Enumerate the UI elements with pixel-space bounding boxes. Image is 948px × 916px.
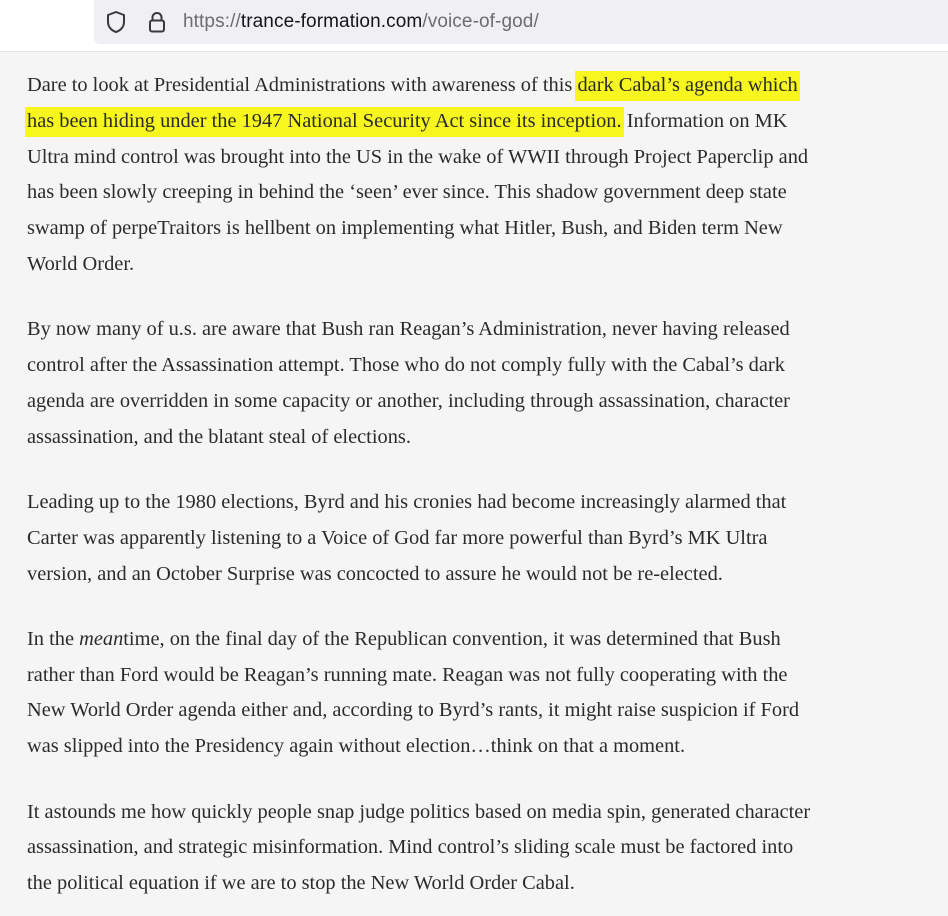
browser-toolbar bbox=[0, 0, 948, 52]
highlighted-text: dark Cabal’s agenda which bbox=[577, 71, 797, 101]
text-line: control after the Assassination attempt. Those who do not comply fully with the Cabal’s dark bbox=[27, 354, 785, 377]
text-line: rather than Ford would be Reagan’s running mate. Reagan was not fully cooperating with the bbox=[27, 663, 788, 686]
text-line: Carter was apparently listening to a Voice of God far more powerful than Byrd’s MK Ultra bbox=[27, 526, 768, 549]
text-line: World Order. bbox=[27, 252, 135, 275]
text-line: In the bbox=[27, 627, 80, 650]
url-path: /voice-of-god/ bbox=[422, 11, 539, 32]
highlighted-text: has been hiding under the 1947 National Security Act since its inception. bbox=[27, 107, 622, 137]
paragraph-3 bbox=[27, 485, 942, 592]
paragraph-5 bbox=[27, 795, 942, 902]
text-line: Leading up to the 1980 elections, Byrd and his cronies had become increasingly alarmed that bbox=[27, 490, 787, 513]
text-line: was slipped into the Presidency again without election…think on that a moment. bbox=[27, 735, 686, 758]
text-line: version, and an October Surprise was concocted to assure he would not be re-elected. bbox=[27, 562, 723, 585]
text-line: time, on the final day of the Republican convention, it was determined that Bush bbox=[123, 627, 781, 650]
article-body bbox=[27, 68, 942, 916]
lock-icon[interactable] bbox=[145, 10, 169, 34]
url-host: trance-formation.com bbox=[240, 11, 423, 32]
url-text[interactable] bbox=[183, 11, 539, 33]
paragraph-4 bbox=[27, 622, 942, 765]
text-line: has been slowly creeping in behind the ‘seen’ ever since. This shadow government deep state bbox=[27, 181, 787, 204]
text-line: swamp of perpeTraitors is hellbent on implementing what Hitler, Bush, and Biden term New bbox=[27, 217, 783, 240]
text-line: the political equation if we are to stop the New World Order Cabal. bbox=[27, 872, 575, 895]
text-line: assassination, and strategic misinformation. Mind control’s sliding scale must be factored into bbox=[27, 836, 794, 859]
paragraph-1 bbox=[27, 68, 942, 283]
text-line: By now many of u.s. are aware that Bush ran Reagan’s Administration, never having released bbox=[27, 318, 790, 341]
paragraph-2 bbox=[27, 312, 942, 455]
address-bar[interactable] bbox=[94, 0, 948, 44]
emphasized-text: mean bbox=[79, 627, 124, 650]
text-line: Ultra mind control was brought into the US in the wake of WWII through Project Paperclip and bbox=[27, 145, 809, 168]
text-line: It astounds me how quickly people snap judge politics based on media spin, generated character bbox=[27, 800, 811, 823]
text-line: Dare to look at Presidential Administrations with awareness of this bbox=[27, 74, 578, 96]
shield-icon[interactable] bbox=[104, 10, 128, 34]
url-scheme: https:// bbox=[183, 11, 241, 32]
text-line: agenda are overridden in some capacity or another, including through assassination, character bbox=[27, 389, 790, 412]
text-line: Information on MK bbox=[621, 109, 788, 132]
text-line: New World Order agenda either and, according to Byrd’s rants, it might raise suspicion if Ford bbox=[27, 699, 800, 722]
text-line: assassination, and the blatant steal of elections. bbox=[27, 425, 411, 448]
